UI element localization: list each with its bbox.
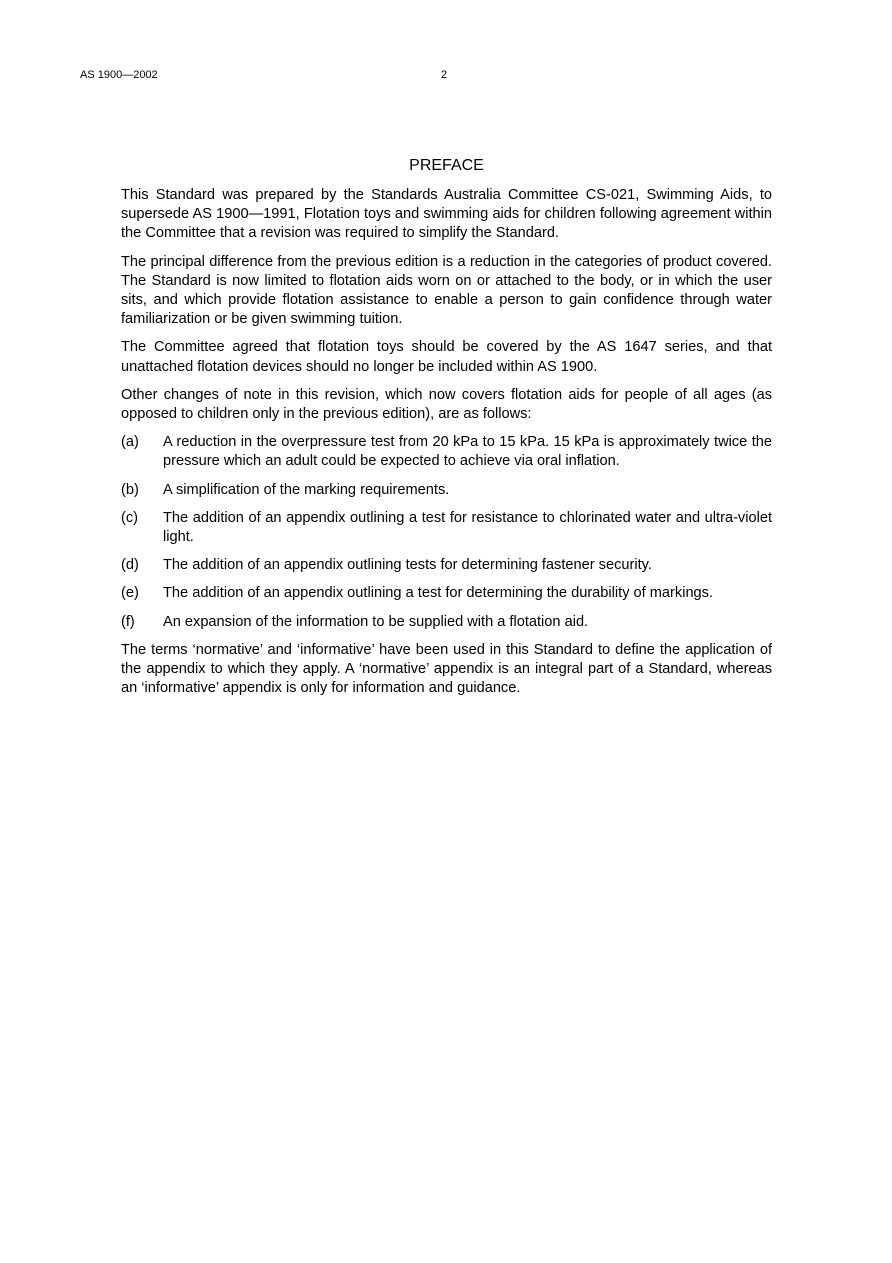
list-item-text: The addition of an appendix outlining a test for determining the durability of markings.: [163, 585, 714, 602]
list-item-text: An expansion of the information to be supplied with a flotation aid.: [163, 613, 589, 630]
list-item-text: The addition of an appendix outlining tests for determining fastener security.: [163, 557, 652, 574]
list-item-text: A reduction in the overpressure test from 20 kPa to 15 kPa. 15 kPa is approximately twice the pressure which an adult could be expected to achieve via oral inflation.: [163, 434, 772, 470]
list-item-label: (d): [121, 557, 139, 574]
list-item-label: (a): [121, 434, 139, 451]
list-item-label: (e): [121, 585, 139, 602]
list-item-label: (f): [121, 613, 135, 630]
preface-section: [121, 156, 772, 707]
document-id: AS 1900—2002: [80, 69, 158, 81]
list-item-text: A simplification of the marking requirements.: [163, 481, 450, 498]
page-number: 2: [441, 69, 448, 81]
list-item-label: (c): [121, 509, 139, 526]
paragraph: The Committee agreed that flotation toys should be covered by the AS 1647 series, and that unattached flotation devices should no longer be included within AS 1900.: [121, 339, 772, 375]
closing-paragraph: The terms ‘normative’ and ‘informative’ have been used in this Standard to define the application of the appendix to which they apply. A ‘normative’ appendix is an integral part of a Standard, whereas an ‘informative’ appendix is only for information and guidance.: [121, 641, 772, 697]
changes-list: [121, 433, 772, 632]
list-item: [121, 509, 772, 547]
list-item-text: The addition of an appendix outlining a test for resistance to chlorinated water and ultra-violet light.: [163, 509, 772, 546]
paragraph: This Standard was prepared by the Standards Australia Committee CS-021, Swimming Aids, to supersede AS 1900—1991, Flotation toys and swimming aids for children following agreement within the Committee that a revision was required to simplify the Standard.: [121, 187, 772, 242]
list-item: [121, 433, 772, 471]
list-item-label: (b): [121, 481, 139, 498]
list-item: [121, 481, 772, 500]
paragraph: Other changes of note in this revision, which now covers flotation aids for people of all ages (as opposed to children only in the previous edition), are as follows:: [121, 386, 772, 423]
page-title: PREFACE: [409, 157, 484, 174]
list-item: [121, 556, 772, 575]
list-item: [121, 584, 772, 603]
paragraph: The principal difference from the previous edition is a reduction in the categories of product covered. The Standard is now limited to flotation aids worn on or attached to the body, or in which the user sits, and which provide flotation assistance to enable a person to gain confidence through water familiarization or be given swimming tuition.: [121, 253, 772, 328]
list-item: [121, 613, 772, 632]
